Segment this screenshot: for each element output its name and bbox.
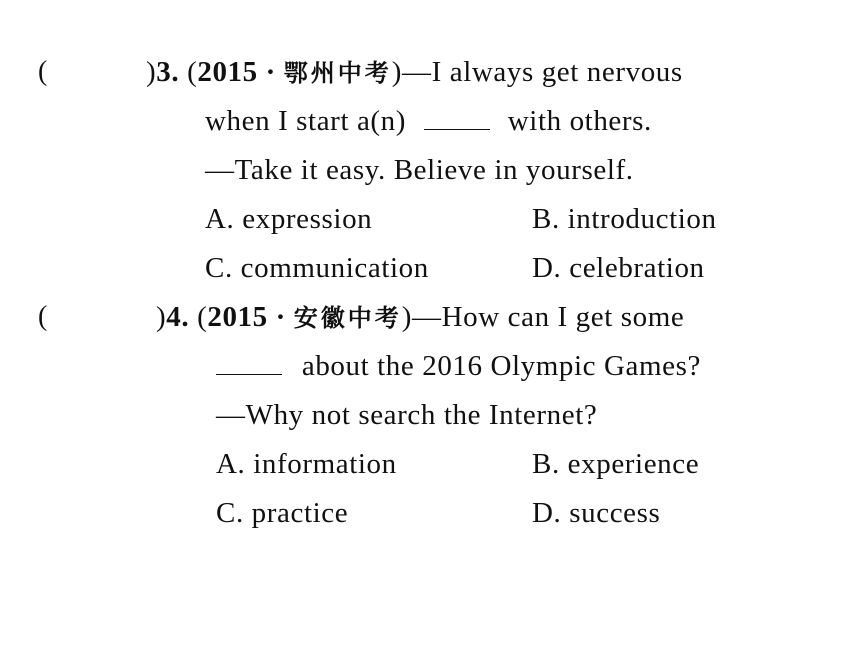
option-d: D. success bbox=[532, 497, 661, 529]
source-open-paren: ( bbox=[197, 301, 208, 333]
question-header bbox=[156, 300, 684, 335]
source-open-paren: ( bbox=[187, 56, 198, 88]
source-year: 2015 bbox=[197, 56, 258, 88]
dialogue-line bbox=[216, 349, 701, 383]
close-paren: ) bbox=[146, 56, 157, 88]
dialogue-line: —How can I get some bbox=[412, 301, 685, 333]
dialogue-text: about the 2016 Olympic Games? bbox=[301, 350, 702, 382]
dialogue-line bbox=[205, 104, 652, 138]
source-place: 安徽中考 bbox=[293, 304, 402, 332]
option-a: A. information bbox=[216, 448, 397, 480]
question-number: 3. bbox=[156, 56, 180, 88]
dialogue-text: with others. bbox=[507, 105, 652, 137]
dialogue-line: —Take it easy. Believe in yourself. bbox=[205, 154, 634, 186]
source-close-paren: ) bbox=[391, 56, 403, 88]
answer-open-paren: ( bbox=[38, 301, 48, 332]
option-b: B. experience bbox=[532, 448, 700, 480]
source-place: 鄂州中考 bbox=[283, 59, 392, 87]
source-dot: · bbox=[265, 56, 276, 88]
dialogue-text: when I start a(n) bbox=[205, 105, 407, 137]
option-c: C. communication bbox=[205, 252, 429, 284]
answer-blank bbox=[424, 128, 490, 130]
close-paren: ) bbox=[156, 301, 167, 333]
dialogue-line: —I always get nervous bbox=[402, 56, 683, 88]
answer-open-paren: ( bbox=[38, 56, 48, 87]
source-close-paren: ) bbox=[401, 301, 413, 333]
answer-blank bbox=[216, 373, 282, 375]
dialogue-line: —Why not search the Internet? bbox=[216, 399, 598, 431]
source-dot: · bbox=[275, 301, 286, 333]
question-header bbox=[146, 55, 683, 90]
option-c: C. practice bbox=[216, 497, 349, 529]
option-b: B. introduction bbox=[532, 203, 717, 235]
source-year: 2015 bbox=[207, 301, 268, 333]
option-d: D. celebration bbox=[532, 252, 705, 284]
question-number: 4. bbox=[166, 301, 190, 333]
option-a: A. expression bbox=[205, 203, 373, 235]
